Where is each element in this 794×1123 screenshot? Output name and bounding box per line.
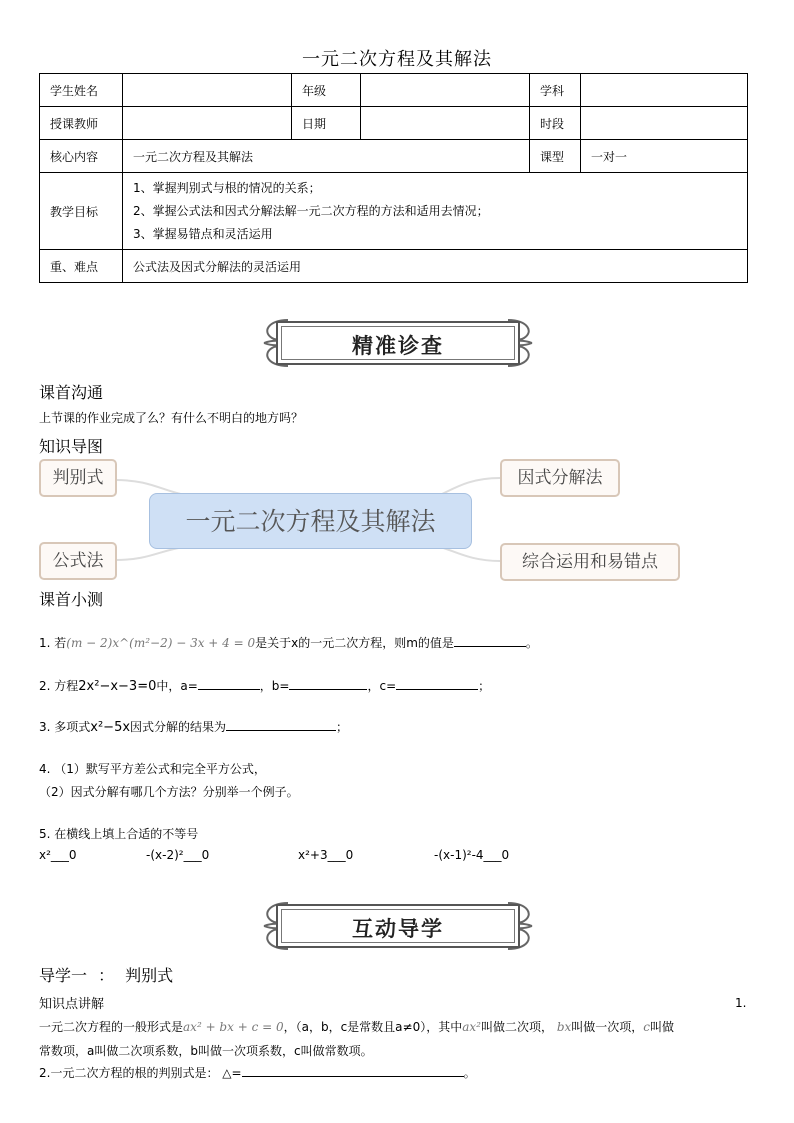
q5-item: -(x-2)²___0 xyxy=(146,848,210,862)
q3-prefix: 3. 多项式 xyxy=(39,720,91,734)
core-value: 一元二次方程及其解法 xyxy=(123,140,530,173)
q5-item: x²___0 xyxy=(39,848,77,862)
q1-text: 是关于x的一元二次方程，则m的值是 xyxy=(255,636,454,650)
grade-value[interactable] xyxy=(361,74,530,107)
q3-math: x²−5x xyxy=(90,720,131,735)
mindmap-node: 公式法 xyxy=(39,542,117,580)
goal-item: 1、掌握判别式与根的情况的关系； xyxy=(133,180,321,195)
knowledge-paragraph-1 xyxy=(39,1018,674,1035)
date-value[interactable] xyxy=(361,107,530,140)
knowledge-paragraph-3 xyxy=(39,1064,476,1081)
q5-item: x²+3___0 xyxy=(298,848,354,862)
grade-label: 年级 xyxy=(292,74,361,107)
section-heading-quiz: 课首小测 xyxy=(39,590,104,609)
q2-a-blank[interactable] xyxy=(198,677,260,690)
student-name-label: 学生姓名 xyxy=(40,74,123,107)
knowledge-number: 1. xyxy=(735,996,747,1010)
period-label: 时段 xyxy=(530,107,581,140)
discriminant-blank[interactable] xyxy=(242,1064,464,1077)
q2-end: ； xyxy=(478,679,491,693)
section-banner-guide xyxy=(258,895,538,957)
type-label: 课型 xyxy=(530,140,581,173)
banner-title: 互动导学 xyxy=(352,916,444,941)
q1-end: 。 xyxy=(525,636,538,650)
q2-c-blank[interactable] xyxy=(396,677,478,690)
page-title: 一元二次方程及其解法 xyxy=(302,49,492,70)
mindmap-node: 因式分解法 xyxy=(500,459,620,497)
q5-item: -(x-1)²-4___0 xyxy=(434,848,510,862)
q2-b-blank[interactable] xyxy=(289,677,367,690)
section-heading-comm: 课首沟通 xyxy=(39,383,104,402)
quiz-question-2 xyxy=(39,677,490,694)
mindmap-center-node: 一元二次方程及其解法 xyxy=(149,493,472,549)
q2-c-label: ，c= xyxy=(367,679,397,693)
mindmap-node: 综合运用和易错点 xyxy=(500,543,680,581)
comm-text: 上节课的作业完成了么？有什么不明白的地方吗？ xyxy=(39,411,304,425)
q3-end: ； xyxy=(336,720,349,734)
student-name-value[interactable] xyxy=(123,74,292,107)
q1-prefix: 1. 若 xyxy=(39,636,67,650)
date-label: 日期 xyxy=(292,107,361,140)
teacher-label: 授课教师 xyxy=(40,107,123,140)
kp1-math: ax² + bx + c = 0 xyxy=(183,1020,284,1034)
q3-text: 因式分解的结果为 xyxy=(130,720,227,734)
goal-label: 教学目标 xyxy=(40,173,123,250)
q2-a-label: 中，a= xyxy=(156,679,198,693)
q2-b-label: ，b= xyxy=(259,679,290,693)
q3-answer-blank[interactable] xyxy=(226,718,336,731)
section-banner-diagnosis xyxy=(258,312,538,374)
mindmap-node: 判别式 xyxy=(39,459,117,497)
kp1-math4: c xyxy=(643,1020,651,1034)
core-label: 核心内容 xyxy=(40,140,123,173)
goal-list xyxy=(123,173,748,250)
kp3-delta: △= xyxy=(222,1066,242,1080)
quiz-question-5: 5. 在横线上填上合适的不等号 xyxy=(39,827,199,841)
q1-math: (m − 2)x^(m²−2) − 3x + 4 = 0 xyxy=(66,636,256,650)
goal-item: 3、掌握易错点和灵活运用 xyxy=(133,226,273,241)
info-table xyxy=(39,73,748,283)
kp1-math3: bx xyxy=(556,1020,572,1034)
kp1-text-c: 叫做二次项， xyxy=(480,1020,553,1034)
knowledge-paragraph-2: 常数项，a叫做二次项系数，b叫做一次项系数，c叫做常数项。 xyxy=(39,1044,373,1058)
kp1-math2: ax² xyxy=(462,1020,481,1034)
kp3-text: 2.一元二次方程的根的判别式是： xyxy=(39,1066,219,1080)
key-value: 公式法及因式分解法的灵活运用 xyxy=(123,250,748,283)
banner-title: 精准诊查 xyxy=(352,333,444,358)
key-label: 重、难点 xyxy=(40,250,123,283)
kp1-text-d: 叫做一次项， xyxy=(571,1020,644,1034)
kp3-end: 。 xyxy=(463,1066,476,1080)
kp1-text-a: 一元二次方程的一般形式是 xyxy=(39,1020,184,1034)
subject-value[interactable] xyxy=(581,74,748,107)
q2-prefix: 2. 方程 xyxy=(39,679,79,693)
teacher-value[interactable] xyxy=(123,107,292,140)
type-value: 一对一 xyxy=(581,140,748,173)
quiz-question-4b: （2）因式分解有哪几个方法？分别举一个例子。 xyxy=(39,785,299,799)
section-heading-map: 知识导图 xyxy=(39,437,104,456)
quiz-question-3 xyxy=(39,718,348,735)
period-value[interactable] xyxy=(581,107,748,140)
q2-math: 2x²−x−3=0 xyxy=(78,679,157,694)
kp1-text-e: 叫做 xyxy=(650,1020,675,1034)
knowledge-title: 知识点讲解 xyxy=(39,997,105,1012)
quiz-question-1 xyxy=(39,634,538,651)
kp1-text-b: ，（a，b，c是常数且a≠0），其中 xyxy=(283,1020,463,1034)
q1-answer-blank[interactable] xyxy=(454,634,526,647)
guide-title: 导学一 ： 判别式 xyxy=(39,966,174,985)
goal-item: 2、掌握公式法和因式分解法解一元二次方程的方法和适用去情况； xyxy=(133,203,489,218)
subject-label: 学科 xyxy=(530,74,581,107)
quiz-question-4a: 4. （1）默写平方差公式和完全平方公式， xyxy=(39,762,266,776)
